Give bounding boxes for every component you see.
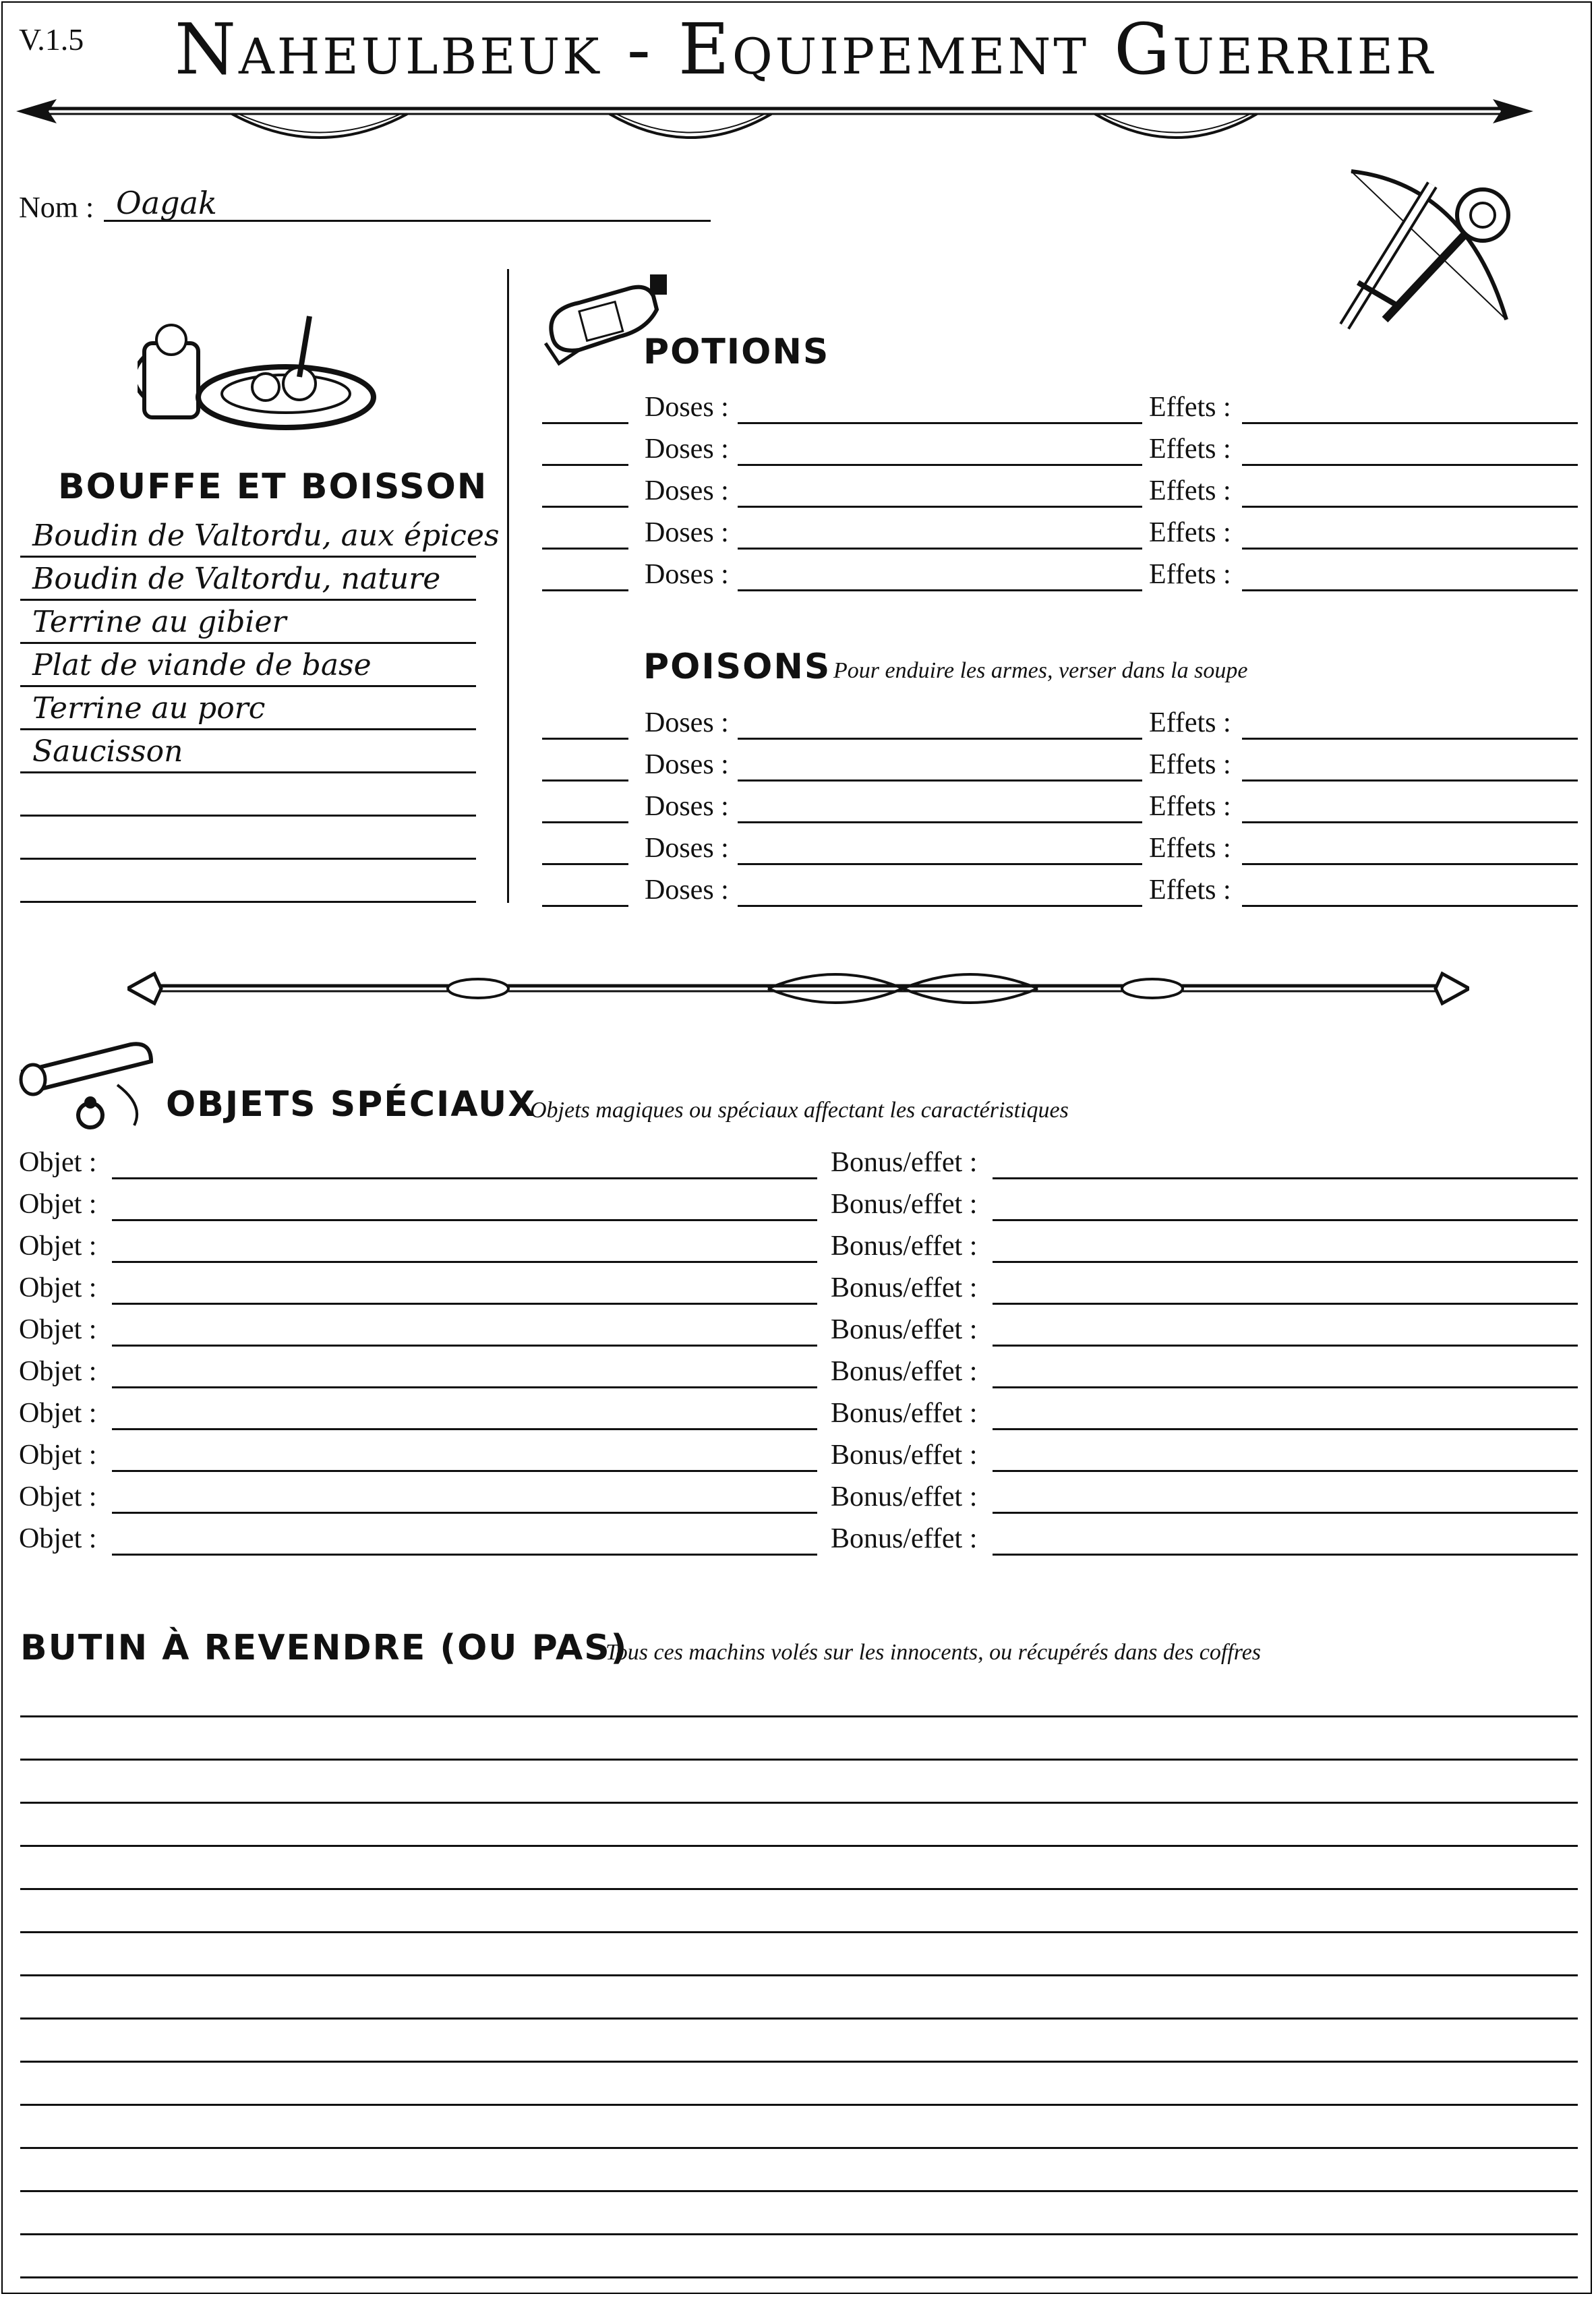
- doses-label: Doses :: [645, 749, 729, 780]
- special-heading: OBJETS SPÉCIAUX: [166, 1084, 537, 1125]
- bonus-label: Bonus/effet :: [831, 1314, 978, 1345]
- bonus-label: Bonus/effet :: [831, 1481, 978, 1512]
- column-divider: [507, 269, 509, 903]
- bonus-label: Bonus/effet :: [831, 1440, 978, 1471]
- objet-label: Objet :: [19, 1189, 97, 1220]
- effets-field[interactable]: [1242, 506, 1578, 508]
- effets-field[interactable]: [1242, 863, 1578, 865]
- food-line: [20, 685, 476, 687]
- quantity-line[interactable]: [542, 821, 628, 823]
- doses-label: Doses :: [645, 875, 729, 906]
- objet-field[interactable]: [112, 1470, 817, 1472]
- doses-field[interactable]: [738, 506, 1142, 508]
- objet-label: Objet :: [19, 1523, 97, 1554]
- objet-label: Objet :: [19, 1314, 97, 1345]
- loot-line[interactable]: [20, 1845, 1578, 1847]
- objet-label: Objet :: [19, 1481, 97, 1512]
- objet-label: Objet :: [19, 1231, 97, 1262]
- objet-label: Objet :: [19, 1398, 97, 1429]
- food-line: [20, 556, 476, 558]
- objet-label: Objet :: [19, 1440, 97, 1471]
- bonus-field[interactable]: [993, 1219, 1578, 1221]
- nom-value[interactable]: Oagak: [116, 185, 217, 221]
- objet-field[interactable]: [112, 1428, 817, 1430]
- doses-field[interactable]: [738, 422, 1142, 424]
- spear-divider-icon: [16, 87, 1533, 148]
- special-subtitle: Objets magiques ou spéciaux affectant les caractéristiques: [530, 1098, 1069, 1123]
- effets-label: Effets :: [1149, 517, 1231, 548]
- food-line: [20, 642, 476, 644]
- effets-label: Effets :: [1149, 833, 1231, 864]
- food-item[interactable]: Saucisson: [32, 734, 183, 769]
- objet-field[interactable]: [112, 1345, 817, 1347]
- effets-field[interactable]: [1242, 779, 1578, 782]
- bonus-label: Bonus/effet :: [831, 1523, 978, 1554]
- doses-label: Doses :: [645, 707, 729, 738]
- crossed-weapons-icon: [1331, 158, 1533, 340]
- food-line: [20, 858, 476, 860]
- objet-field[interactable]: [112, 1219, 817, 1221]
- potions-heading: POTIONS: [643, 332, 830, 372]
- food-line: [20, 728, 476, 730]
- bonus-field[interactable]: [993, 1303, 1578, 1305]
- food-item[interactable]: Terrine au porc: [32, 691, 266, 726]
- effets-label: Effets :: [1149, 707, 1231, 738]
- loot-line[interactable]: [20, 2061, 1578, 2063]
- objet-label: Objet :: [19, 1356, 97, 1387]
- quantity-line[interactable]: [542, 779, 628, 782]
- objet-field[interactable]: [112, 1512, 817, 1514]
- doses-label: Doses :: [645, 791, 729, 822]
- sheet-title: Naheulbeuk - Equipement Guerrier: [174, 8, 1436, 90]
- food-item[interactable]: Boudin de Valtordu, aux épices: [32, 519, 500, 553]
- effets-field[interactable]: [1242, 905, 1578, 907]
- effets-field[interactable]: [1242, 422, 1578, 424]
- bonus-label: Bonus/effet :: [831, 1398, 978, 1429]
- objet-field[interactable]: [112, 1554, 817, 1556]
- scroll-ring-icon: [16, 1031, 158, 1132]
- food-heading: BOUFFE ET BOISSON: [58, 467, 488, 507]
- bonus-field[interactable]: [993, 1177, 1578, 1179]
- food-item[interactable]: Plat de viande de base: [32, 648, 372, 682]
- doses-label: Doses :: [645, 475, 729, 506]
- objet-label: Objet :: [19, 1147, 97, 1178]
- doses-label: Doses :: [645, 517, 729, 548]
- doses-label: Doses :: [645, 434, 729, 465]
- effets-label: Effets :: [1149, 875, 1231, 906]
- loot-line[interactable]: [20, 2147, 1578, 2149]
- food-line: [20, 599, 476, 601]
- objet-field[interactable]: [112, 1177, 817, 1179]
- doses-field[interactable]: [738, 738, 1142, 740]
- doses-label: Doses :: [645, 559, 729, 590]
- loot-line[interactable]: [20, 2190, 1578, 2192]
- objet-field[interactable]: [112, 1261, 817, 1263]
- objet-field[interactable]: [112, 1303, 817, 1305]
- bonus-label: Bonus/effet :: [831, 1189, 978, 1220]
- nom-line: [104, 220, 711, 222]
- food-line: [20, 771, 476, 773]
- effets-label: Effets :: [1149, 791, 1231, 822]
- loot-line[interactable]: [20, 1888, 1578, 1890]
- doses-field[interactable]: [738, 863, 1142, 865]
- loot-line[interactable]: [20, 1974, 1578, 1976]
- doses-field[interactable]: [738, 589, 1142, 591]
- meal-plate-icon: [138, 310, 380, 438]
- food-line: [20, 815, 476, 817]
- food-item[interactable]: Boudin de Valtordu, nature: [32, 562, 441, 596]
- bonus-label: Bonus/effet :: [831, 1231, 978, 1262]
- poisons-heading: POISONS: [643, 647, 831, 687]
- effets-label: Effets :: [1149, 749, 1231, 780]
- quantity-line[interactable]: [542, 905, 628, 907]
- quantity-line[interactable]: [542, 863, 628, 865]
- objet-field[interactable]: [112, 1386, 817, 1388]
- loot-line[interactable]: [20, 2233, 1578, 2235]
- equipment-sheet: [1, 1, 1592, 2294]
- effets-field[interactable]: [1242, 589, 1578, 591]
- doses-label: Doses :: [645, 392, 729, 423]
- bonus-field[interactable]: [993, 1386, 1578, 1388]
- effets-label: Effets :: [1149, 392, 1231, 423]
- food-item[interactable]: Terrine au gibier: [32, 605, 287, 639]
- objet-label: Objet :: [19, 1272, 97, 1303]
- staff-divider-icon: [127, 960, 1469, 1014]
- loot-line[interactable]: [20, 2104, 1578, 2106]
- nom-label: Nom :: [19, 191, 94, 224]
- loot-heading: BUTIN À REVENDRE (OU PAS): [20, 1628, 628, 1668]
- bonus-field[interactable]: [993, 1470, 1578, 1472]
- quantity-line[interactable]: [542, 422, 628, 424]
- effets-label: Effets :: [1149, 434, 1231, 465]
- doses-field[interactable]: [738, 905, 1142, 907]
- bonus-field[interactable]: [993, 1554, 1578, 1556]
- doses-field[interactable]: [738, 779, 1142, 782]
- quantity-line[interactable]: [542, 738, 628, 740]
- doses-field[interactable]: [738, 464, 1142, 466]
- loot-line[interactable]: [20, 2276, 1578, 2278]
- poisons-subtitle: Pour enduire les armes, verser dans la soupe: [833, 658, 1248, 683]
- effets-label: Effets :: [1149, 559, 1231, 590]
- quantity-line[interactable]: [542, 464, 628, 466]
- bonus-field[interactable]: [993, 1261, 1578, 1263]
- bonus-label: Bonus/effet :: [831, 1356, 978, 1387]
- quantity-line[interactable]: [542, 548, 628, 550]
- effets-field[interactable]: [1242, 464, 1578, 466]
- bonus-label: Bonus/effet :: [831, 1272, 978, 1303]
- effets-field[interactable]: [1242, 821, 1578, 823]
- bonus-label: Bonus/effet :: [831, 1147, 978, 1178]
- version-label: V.1.5: [19, 22, 84, 57]
- bonus-field[interactable]: [993, 1345, 1578, 1347]
- loot-line[interactable]: [20, 1931, 1578, 1933]
- loot-line[interactable]: [20, 1759, 1578, 1761]
- loot-line[interactable]: [20, 1802, 1578, 1804]
- loot-line[interactable]: [20, 2017, 1578, 2020]
- effets-label: Effets :: [1149, 475, 1231, 506]
- bonus-field[interactable]: [993, 1428, 1578, 1430]
- quantity-line[interactable]: [542, 589, 628, 591]
- bonus-field[interactable]: [993, 1512, 1578, 1514]
- food-line: [20, 901, 476, 903]
- doses-field[interactable]: [738, 821, 1142, 823]
- doses-field[interactable]: [738, 548, 1142, 550]
- effets-field[interactable]: [1242, 548, 1578, 550]
- quantity-line[interactable]: [542, 506, 628, 508]
- loot-subtitle: Tous ces machins volés sur les innocents, ou récupérés dans des coffres: [605, 1640, 1262, 1665]
- effets-field[interactable]: [1242, 738, 1578, 740]
- loot-line[interactable]: [20, 1715, 1578, 1717]
- doses-label: Doses :: [645, 833, 729, 864]
